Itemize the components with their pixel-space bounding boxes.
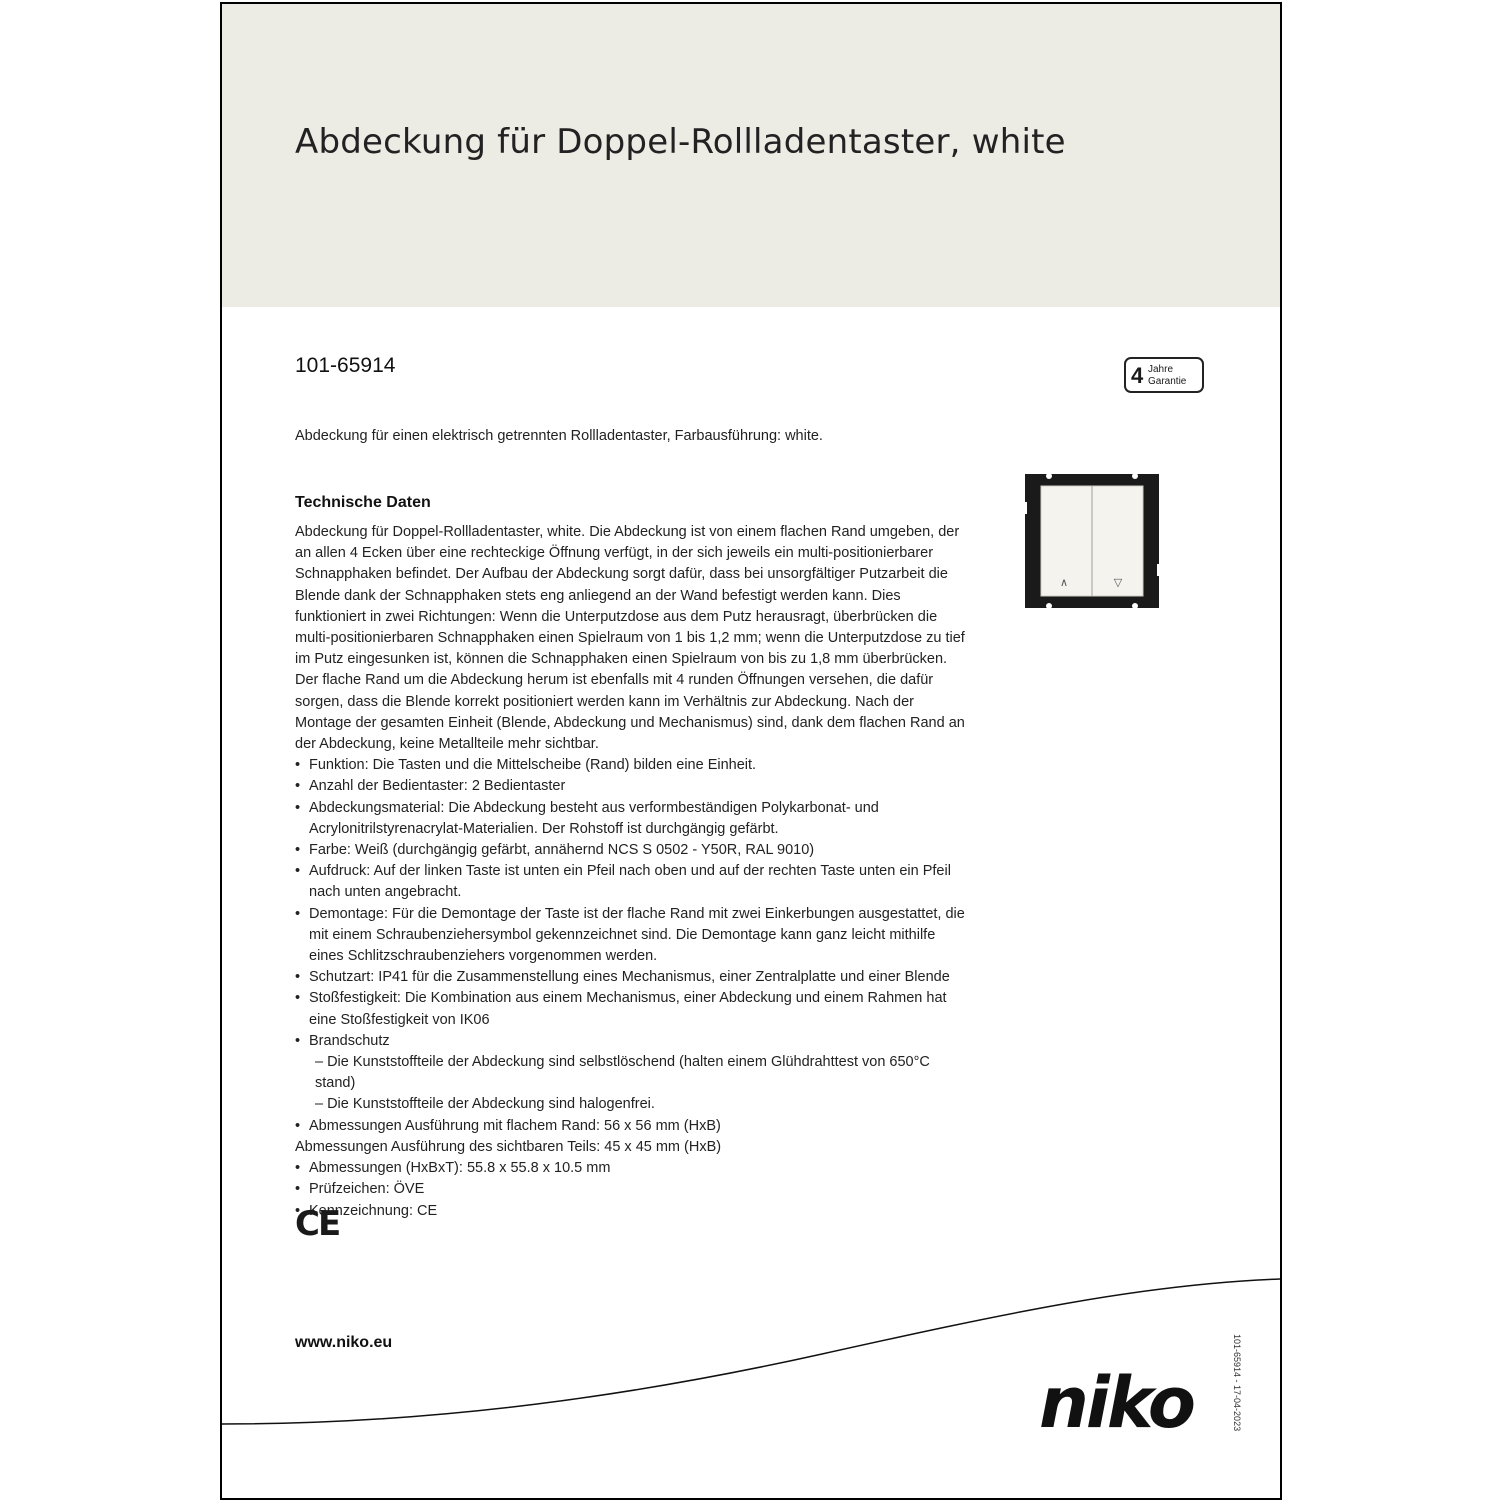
datasheet-page [220, 2, 1282, 1500]
arrow-up-icon: ∧ [1059, 576, 1069, 589]
list-item: • Abdeckungsmaterial: Die Abdeckung besteht aus verformbeständigen Polykarbonat- und Acrylonitrilstyrenacrylat-Materialien. Der Rohstoff ist durchgängig gefärbt. [295, 798, 967, 840]
article-number: 101-65914 [295, 354, 396, 377]
warranty-badge [1124, 357, 1204, 393]
warranty-years: 4 [1131, 363, 1144, 388]
header-band [222, 4, 1280, 307]
list-item: • Prüfzeichen: ÖVE [295, 1179, 967, 1200]
product-image [1019, 468, 1165, 614]
sub-item [295, 1094, 967, 1115]
dash: – [315, 1054, 324, 1071]
dash: – [315, 1096, 324, 1113]
ce-mark: CE [295, 1204, 340, 1244]
document-reference: 101-65914 - 17-04-2023 [1232, 1334, 1242, 1432]
list-item: • Abmessungen Ausführung mit flachem Rand: 56 x 56 mm (HxB) [295, 1116, 967, 1137]
warranty-label-line2: Garantie [1148, 376, 1187, 387]
dims-visible-part: Abmessungen Ausführung des sichtbaren Teils: 45 x 45 mm (HxB) [295, 1138, 722, 1155]
list-item: • Funktion: Die Tasten und die Mittelscheibe (Rand) bilden eine Einheit. [295, 755, 967, 776]
arrow-down-icon: ▽ [1113, 576, 1123, 589]
warranty-label [1148, 364, 1186, 388]
spec-list-b [295, 1158, 967, 1222]
brand-logo: niko [1039, 1362, 1193, 1444]
spec-list-dims [295, 1116, 967, 1137]
lead-text: Abdeckung für einen elektrisch getrennten Rollladentaster, Farbausführung: white. [295, 428, 823, 444]
list-item: • Stoßfestigkeit: Die Kombination aus einem Mechanismus, einer Abdeckung und einem Rahmen hat eine Stoßfestigkeit von IK06 [295, 988, 967, 1030]
spec-list-a [295, 755, 967, 1052]
list-item: • Farbe: Weiß (durchgängig gefärbt, annähernd NCS S 0502 - Y50R, RAL 9010) [295, 840, 967, 861]
list-item: • Demontage: Für die Demontage der Taste ist der flache Rand mit zwei Einkerbungen ausgestattet, die mit einem Schraubenziehersymbol gekennzeichnet sind. Die Demontage kann ganz leicht mithilfe eines Schlitzschraubenziehers vorgenommen werden. [295, 904, 967, 968]
sub-item [295, 1052, 967, 1094]
list-item: • Abmessungen (HxBxT): 55.8 x 55.8 x 10.5 mm [295, 1158, 967, 1179]
sub-item-text: Die Kunststoffteile der Abdeckung sind halogenfrei. [327, 1096, 655, 1113]
section-title: Technische Daten [295, 494, 431, 511]
page-title: Abdeckung für Doppel-Rollladentaster, white [295, 122, 1066, 162]
list-item: • Aufdruck: Auf der linken Taste ist unten ein Pfeil nach oben und auf der rechten Taste unten ein Pfeil nach unten angebracht. [295, 861, 967, 903]
list-item: • Schutzart: IP41 für die Zusammenstellung eines Mechanismus, einer Zentralplatte und einer Blende [295, 967, 967, 988]
list-item: • Kennzeichnung: CE [295, 1201, 967, 1222]
sub-item-text: Die Kunststoffteile der Abdeckung sind selbstlöschend (halten einem Glühdrahttest von 650°C stand) [315, 1054, 930, 1092]
description-paragraph: Abdeckung für Doppel-Rollladentaster, white. Die Abdeckung ist von einem flachen Rand umgeben, der an allen 4 Ecken über eine rechteckige Öffnung verfügt, in der sich jeweils ein multi-positionierbarer Schnapphaken befindet. Der Aufbau der Abdeckung sorgt dafür, dass bei unsorgfältiger Putzarbeit die Blende dank der Schnapphaken stets eng anliegend an der Wand befestigt werden kann. Dies funktioniert in zwei Richtungen: Wenn die Unterputzdose aus dem Putz herausragt, überbrücken die multi-positionierbaren Schnapphaken einen Spielraum von 1 bis 1,2 mm; wenn die Unterputzdose zu tief im Putz eingesunken ist, können die Schnapphaken einen Spielraum von bis zu 1,8 mm überbrücken. Der flache Rand um die Abdeckung herum ist ebenfalls mit 4 runden Öffnungen versehen, die dafür sorgen, dass die Blende korrekt positioniert werden kann im Verhältnis zur Abdeckung. Nach der Montage der gesamten Einheit (Blende, Abdeckung und Mechanismus) sind, dank dem flachen Rand an der Abdeckung, keine Metallteile mehr sichtbar. [295, 524, 965, 753]
technical-data [295, 522, 967, 1222]
list-item: • Brandschutz [295, 1031, 967, 1052]
website-link[interactable]: www.niko.eu [295, 1334, 393, 1351]
list-item: • Anzahl der Bedientaster: 2 Bedientaster [295, 776, 967, 797]
warranty-label-line1: Jahre [1148, 364, 1174, 375]
